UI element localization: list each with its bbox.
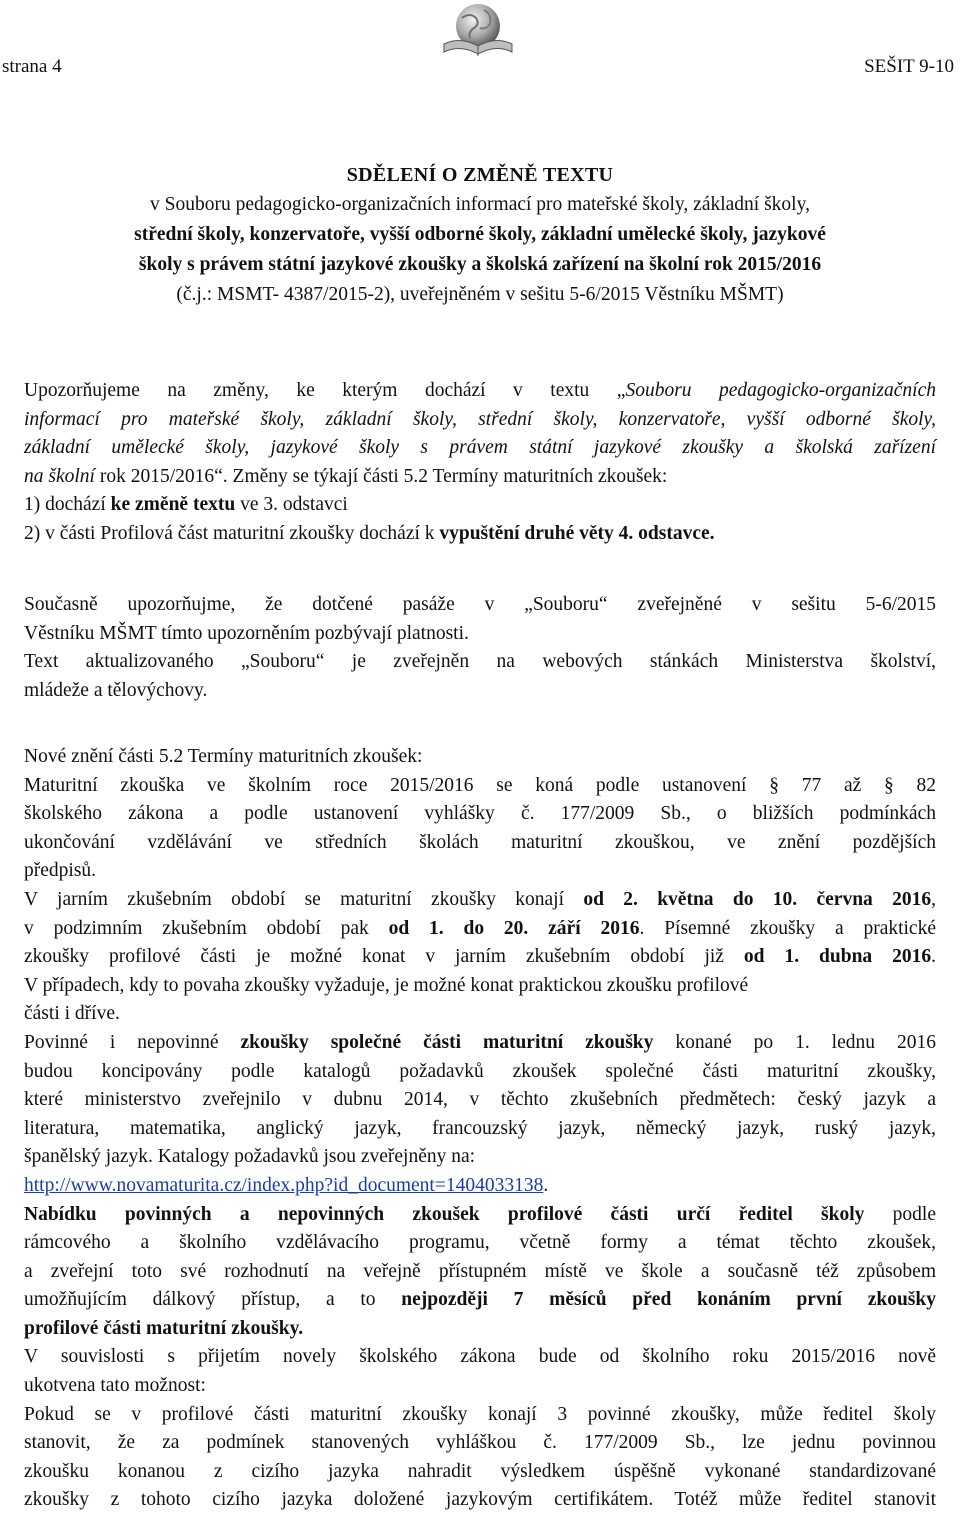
p1-line-1: Maturitní zkouška ve školním roce 2015/2016 se koná podle ustanovení § 77 až § 82 (24, 774, 936, 796)
p3-bold: zkoušky společné části maturitní zkoušky (240, 1031, 654, 1053)
notice-paragraph (24, 591, 936, 705)
item1-text: 1) dochází (24, 494, 111, 516)
notice-line-4: mládeže a tělovýchovy. (24, 679, 208, 701)
title-line-4: (č.j.: MSMT- 4387/2015-2), uveřejněném v sešitu 5-6/2015 Věstníku MŠMT) (176, 284, 784, 305)
p3-line-3: které ministerstvo zveřejnilo v dubnu 2014, v těchto zkušebních předmětech: český jazyk a (24, 1089, 936, 1111)
notice-line-1: Současně upozorňujme, že dotčené pasáže v „Souboru“ zveřejněné v sešitu 5-6/2015 (24, 594, 936, 615)
p2-april-date: od 1. dubna 2016 (743, 946, 932, 968)
announcement-title-block (0, 160, 960, 310)
intro-line-3: základní umělecké školy, jazykové školy s právem státní jazykové zkoušky a školská zařízení (24, 437, 936, 459)
p3-line-5: španělský jazyk. Katalogy požadavků jsou zveřejněny na: (24, 1146, 476, 1168)
p6-line-1: Pokud se v profilové části maturitní zkoušky konají 3 povinné zkoušky, může ředitel školy (24, 1403, 936, 1425)
new-text-heading: Nové znění části 5.2 Termíny maturitních zkoušek: (24, 746, 423, 767)
novamaturita-link[interactable]: http://www.novamaturita.cz/index.php?id_document=1404033138 (24, 1174, 544, 1196)
change-item-2 (24, 520, 936, 549)
p3-line-2: budou koncipovány podle katalogů požadavků zkoušek společné části maturitní zkoušky, (24, 1060, 936, 1082)
intro-line-1 (24, 377, 936, 406)
intro-italic: Souboru pedagogicko-organizačních (625, 380, 936, 401)
p2-line-3 (24, 943, 936, 972)
p4-line-4 (24, 1286, 936, 1315)
page-number: strana 4 (2, 56, 62, 77)
p1-line-4: předpisů. (24, 860, 97, 882)
intro-line-4 (24, 463, 936, 492)
intro-line-2: informací pro mateřské školy, základní školy, střední školy, konzervatoře, vyšší odborné školy, (24, 408, 936, 430)
p2-period: . (931, 946, 937, 968)
p6-line-4: zkoušky z tohoto cizího jazyka doložené jazykovým certifikátem. Totéž může ředitel stanovit (24, 1489, 936, 1511)
link-period: . (543, 1174, 549, 1196)
p2-line-1 (24, 886, 936, 915)
p4-bold: Nabídku povinných a nepovinných zkoušek profilové části určí ředitel školy (24, 1203, 865, 1225)
intro-italic-end: na školní (24, 465, 95, 487)
new-text-section (24, 743, 936, 1515)
p2-text-2: v podzimním zkušebním období pak (24, 917, 389, 939)
p1-line-2: školského zákona a podle ustanovení vyhlášky č. 177/2009 Sb., o bližších podmínkách (24, 803, 936, 825)
item2-bold: vypuštění druhé věty 4. odstavce. (439, 522, 715, 544)
p3-line-4: literatura, matematika, anglický jazyk, francouzský jazyk, německý jazyk, ruský jazyk, (24, 1117, 936, 1139)
item2-text: 2) v části Profilová část maturitní zkoušky dochází k (24, 522, 440, 544)
p6-line-3: zkoušku konanou z cizího jazyka nahradit výsledkem úspěšně vykonané standardizované (24, 1460, 936, 1482)
p4-tail: podle (864, 1203, 936, 1225)
announcement-title: SDĚLENÍ O ZMĚNĚ TEXTU (346, 164, 614, 186)
p3-text: Povinné i nepovinné (24, 1031, 241, 1053)
p4-line-3: a zveřejní toto své rozhodnutí na veřejně přístupném místě ve škole a současně též způsobem (24, 1260, 936, 1282)
notice-line-2: Věstníku MŠMT tímto upozorněním pozbývají platnosti. (24, 622, 469, 644)
notice-line-3: Text aktualizovaného „Souboru“ je zveřejněn na webových stánkách Ministerstva školství, (24, 651, 936, 673)
p3-line-1 (24, 1029, 936, 1058)
p4-deadline: nejpozději 7 měsíců před konáním první zkoušky (401, 1289, 936, 1311)
p3-tail: konané po 1. lednu 2016 (653, 1031, 936, 1053)
intro-text-end: rok 2015/2016“. Změny se týkají části 5.2 Termíny maturitních zkoušek: (94, 465, 668, 487)
globe-book-logo-icon (438, 0, 514, 60)
p2-line-5: části i dříve. (24, 1003, 120, 1025)
p4-line-1 (24, 1201, 936, 1230)
p4-text: umožňujícím dálkový přístup, a to (24, 1289, 402, 1311)
item1-tail: ve 3. odstavci (235, 494, 348, 516)
p5-line-2: ukotvena tato možnost: (24, 1375, 206, 1397)
p4-line-2: rámcového a školního vzdělávacího programu, včetně formy a témat těchto zkoušek, (24, 1232, 936, 1254)
p2-line-4: V případech, kdy to povaha zkoušky vyžaduje, je možné konat praktickou zkoušku profilové (24, 974, 749, 996)
p5-line-1: V souvislosti s přijetím novely školského zákona bude od školního roku 2015/2016 nově (24, 1346, 936, 1368)
p3-line-6 (24, 1172, 936, 1201)
issue-label: SEŠIT 9-10 (864, 56, 954, 77)
intro-text: Upozorňujeme na změny, ke kterým dochází v textu „ (24, 380, 626, 401)
intro-paragraph (24, 377, 936, 549)
p2-text-3: . Písemné zkoušky a praktické (639, 917, 936, 939)
p2-text: V jarním zkušebním období se maturitní zkoušky konají (24, 888, 584, 910)
title-line-2: střední školy, konzervatoře, vyšší odborné školy, základní umělecké školy, jazykové (134, 224, 826, 245)
p2-line-2 (24, 915, 936, 944)
p2-spring-dates: od 2. května do 10. června 2016 (583, 888, 932, 910)
p1-line-3: ukončování vzdělávání ve středních školách maturitní zkouškou, ve znění pozdějších (24, 831, 936, 853)
item1-bold: ke změně textu (110, 494, 236, 516)
p4-line-5: profilové části maturitní zkoušky. (24, 1317, 304, 1339)
p6-line-2: stanovit, že za podmínek stanovených vyhláškou č. 177/2009 Sb., lze jednu povinnou (24, 1432, 936, 1454)
title-line-3: školy s právem státní jazykové zkoušky a školská zařízení na školní rok 2015/2016 (138, 254, 822, 275)
p2-text-4: zkoušky profilové části je možné konat v jarním zkušebním období již (24, 946, 744, 968)
p2-comma: , (931, 888, 936, 910)
p2-autumn-dates: od 1. do 20. září 2016 (388, 917, 640, 939)
change-item-1 (24, 491, 936, 520)
title-line-1: v Souboru pedagogicko-organizačních informací pro mateřské školy, základní školy, (150, 194, 810, 215)
